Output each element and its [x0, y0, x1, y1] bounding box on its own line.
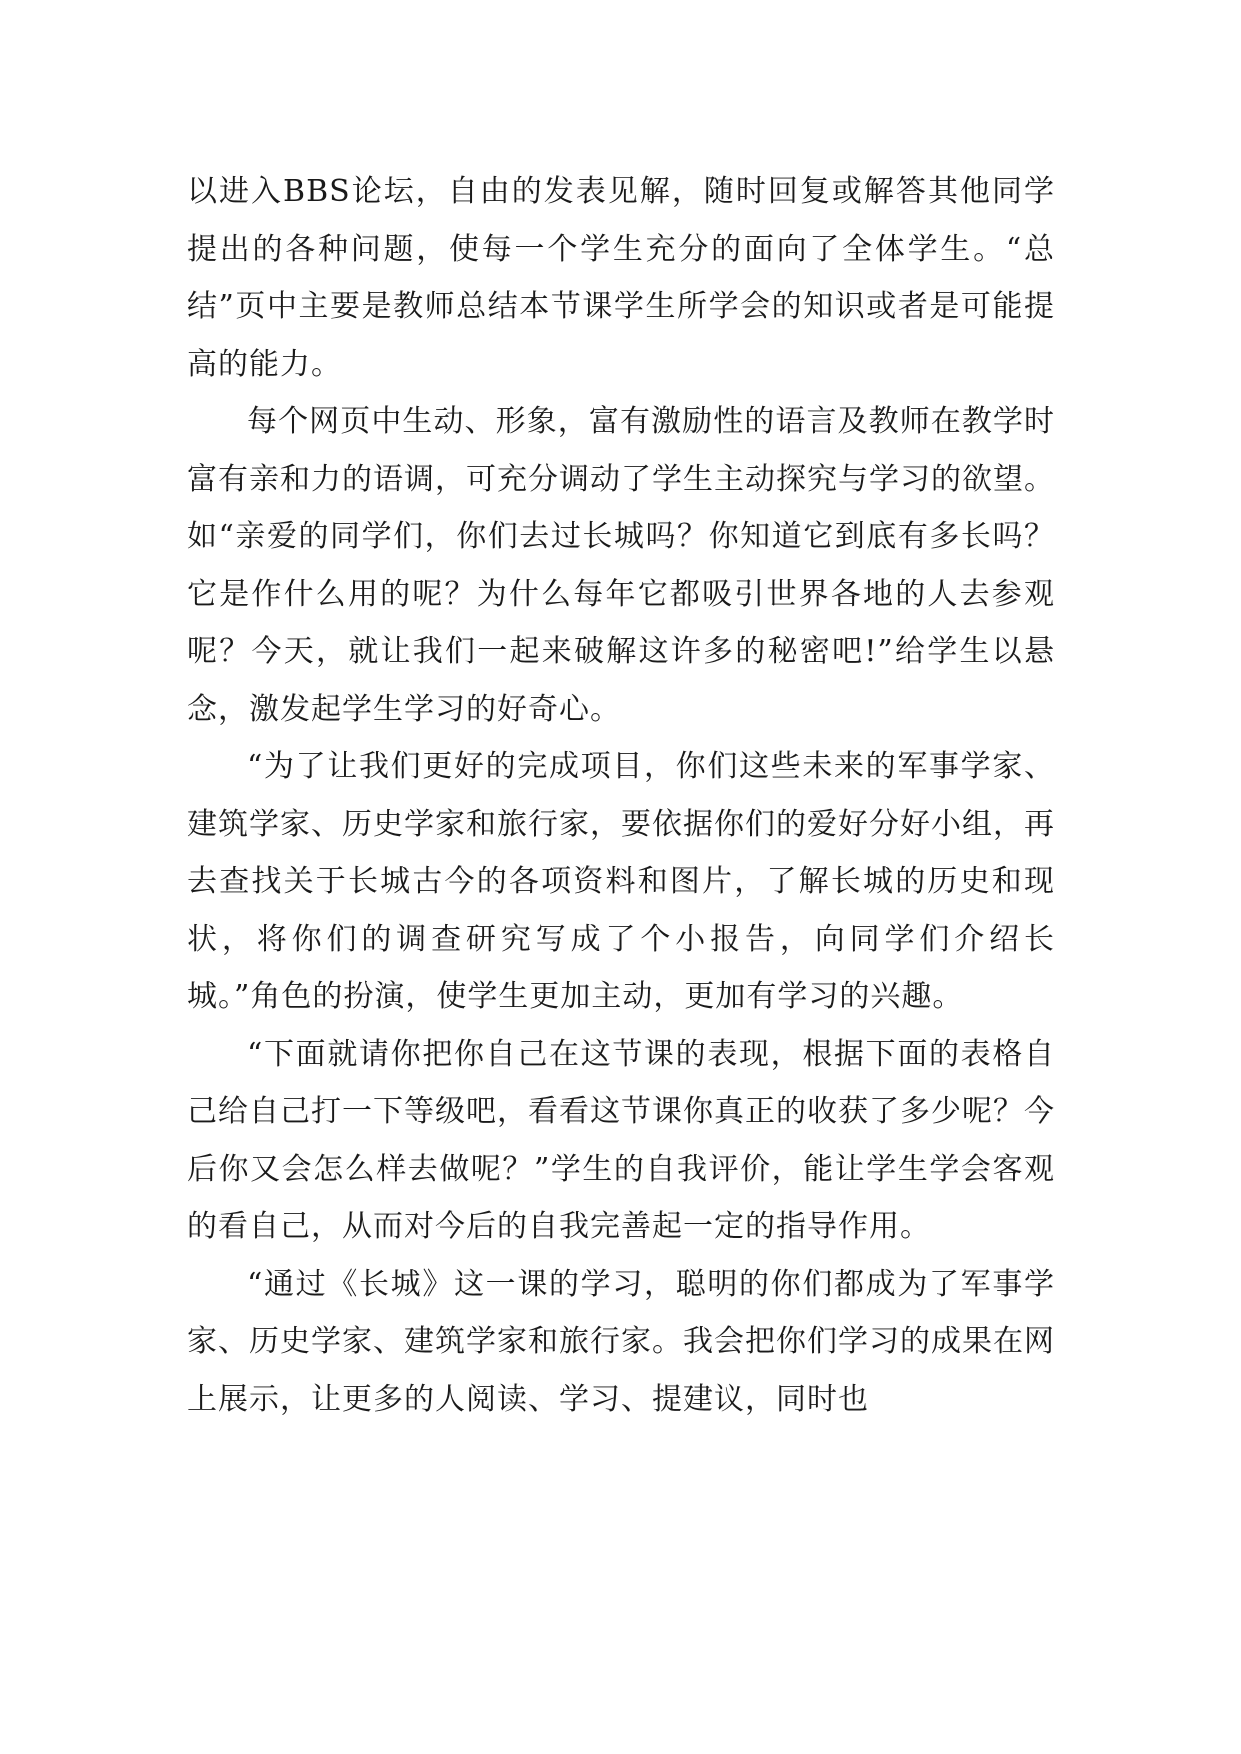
- paragraph-motivating-language: 每个网页中生动、形象，富有激励性的语言及教师在教学时富有亲和力的语调，可充分调动了学生主动探究与学习的欲望。如“亲爱的同学们，你们去过长城吗？你知道它到底有多长吗？它是作什么用的呢？为什么每年它都吸引世界各地的人去参观呢？今天，就让我们一起来破解这许多的秘密吧!”给学生以悬念，激发起学生学习的好奇心。: [187, 404, 1055, 727]
- body-text: [187, 163, 1055, 1428]
- paragraph-role-play: “为了让我们更好的完成项目，你们这些未来的军事学家、建筑学家、历史学家和旅行家，要依据你们的爱好分好小组，再去查找关于长城古今的各项资料和图片，了解长城的历史和现状，将你们的调查研究写成了个小报告，向同学们介绍长城。”角色的扮演，使学生更加主动，更加有学习的兴趣。: [187, 749, 1055, 1014]
- paragraph-self-evaluation: “下面就请你把你自己在这节课的表现，根据下面的表格自己给自己打一下等级吧，看看这节课你真正的收获了多少呢？今后你又会怎么样去做呢？”学生的自我评价，能让学生学会客观的看自己，从而对今后的自我完善起一定的指导作用。: [187, 1036, 1055, 1244]
- paragraph-summary: “通过《长城》这一课的学习，聪明的你们都成为了军事学家、历史学家、建筑学家和旅行家。我会把你们学习的成果在网上展示，让更多的人阅读、学习、提建议，同时也: [187, 1266, 1055, 1417]
- paragraph-continuation: 以进入BBS论坛，自由的发表见解，随时回复或解答其他同学提出的各种问题，使每一个学生充分的面向了全体学生。“总结”页中主要是教师总结本节课学生所学会的知识或者是可能提高的能力。: [187, 174, 1055, 382]
